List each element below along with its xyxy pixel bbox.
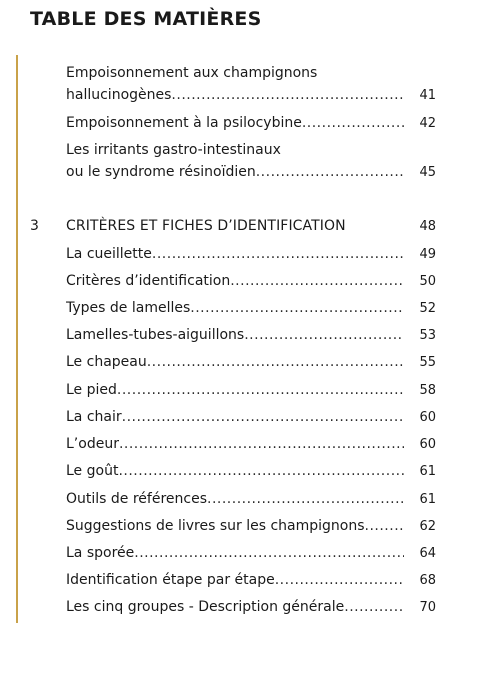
toc-item[interactable] (66, 406, 436, 429)
leader-dots (119, 433, 404, 455)
page-number: 50 (419, 274, 436, 289)
page-number: 58 (419, 383, 436, 398)
leader-dots (122, 406, 404, 428)
toc-item-label: Lamelles-tubes-aiguillons (66, 327, 245, 343)
page-number: 62 (419, 519, 436, 534)
toc-entry-label: Les irritants gastro-intestinaux (66, 142, 281, 158)
leader-dots (275, 569, 404, 591)
toc-item-label: La sporée (66, 545, 135, 561)
toc-item[interactable] (66, 297, 436, 320)
leader-dots (118, 460, 404, 482)
page-number: 70 (419, 600, 436, 615)
toc-item[interactable] (66, 569, 436, 592)
toc-item-label: Critères d’identification (66, 273, 231, 289)
toc-item-label: La cueillette (66, 246, 152, 262)
toc-item-label: Suggestions de livres sur les champignons (66, 518, 365, 534)
toc-item-label: Types de lamelles (66, 300, 191, 316)
leader-dots (365, 515, 405, 537)
leader-dots (302, 112, 404, 134)
page-number: 60 (419, 437, 436, 452)
leader-dots (134, 542, 404, 564)
page-number: 52 (419, 301, 436, 316)
toc-item[interactable] (66, 433, 436, 456)
toc-item-label: Le goût (66, 463, 119, 479)
chapter-number: 3 (30, 218, 39, 234)
leader-dots (117, 379, 404, 401)
toc-entry-label-cont: hallucinogènes (66, 87, 172, 103)
toc-item[interactable] (66, 379, 436, 402)
toc-entry-line1 (66, 139, 436, 161)
leader-dots (190, 297, 404, 319)
leader-dots (152, 243, 404, 265)
page-number: 41 (419, 88, 436, 103)
toc-entry-line2 (66, 84, 436, 107)
page-number: 49 (419, 247, 436, 262)
toc-entry-label-cont: ou le syndrome résinoïdien (66, 164, 256, 180)
toc-item-label: L’odeur (66, 436, 119, 452)
toc-item[interactable] (66, 460, 436, 483)
leader-dots (344, 596, 404, 618)
toc-item-label: Outils de références (66, 491, 207, 507)
toc-entry-line (66, 112, 436, 135)
toc-entry-line2 (66, 161, 436, 184)
page-number: 64 (419, 546, 436, 561)
chapter-line (30, 215, 436, 238)
toc-item[interactable] (66, 596, 436, 619)
accent-bar (16, 55, 18, 623)
page-number: 53 (419, 328, 436, 343)
toc-item[interactable] (66, 243, 436, 266)
toc-item-label: Les cinq groupes - Description générale (66, 599, 345, 615)
chapter-title: CRITÈRES ET FICHES D’IDENTIFICATION (66, 218, 346, 234)
page-number: 55 (419, 355, 436, 370)
toc-item-label: Le chapeau (66, 354, 147, 370)
toc-entry[interactable] (66, 112, 436, 135)
toc-item-label: La chair (66, 409, 122, 425)
toc-item[interactable] (66, 515, 436, 538)
page-number: 61 (419, 464, 436, 479)
toc-item[interactable] (66, 542, 436, 565)
page-number: 45 (419, 165, 436, 180)
toc-item-label: Le pied (66, 382, 117, 398)
toc-item-label: Identification étape par étape (66, 572, 275, 588)
page-number: 60 (419, 410, 436, 425)
toc-item[interactable] (66, 270, 436, 293)
leader-dots (171, 84, 404, 106)
page-number: 61 (419, 492, 436, 507)
leader-dots (147, 351, 404, 373)
page-number: 48 (419, 219, 436, 234)
toc-entry-label: Empoisonnement à la psilocybine (66, 115, 302, 131)
leader-dots (230, 270, 404, 292)
toc-entry-label: Empoisonnement aux champignons (66, 65, 318, 81)
toc-item[interactable] (66, 324, 436, 347)
toc-entry[interactable] (66, 62, 436, 107)
page-number: 68 (419, 573, 436, 588)
chapter-heading[interactable] (30, 215, 436, 238)
toc-item[interactable] (66, 488, 436, 511)
leader-dots (244, 324, 404, 346)
toc-entry-line1 (66, 62, 436, 84)
toc-entry[interactable] (66, 139, 436, 184)
page-title: TABLE DES MATIÈRES (30, 8, 262, 30)
leader-dots (207, 488, 404, 510)
toc-item[interactable] (66, 351, 436, 374)
page-number: 42 (419, 116, 436, 131)
leader-dots (256, 161, 404, 183)
